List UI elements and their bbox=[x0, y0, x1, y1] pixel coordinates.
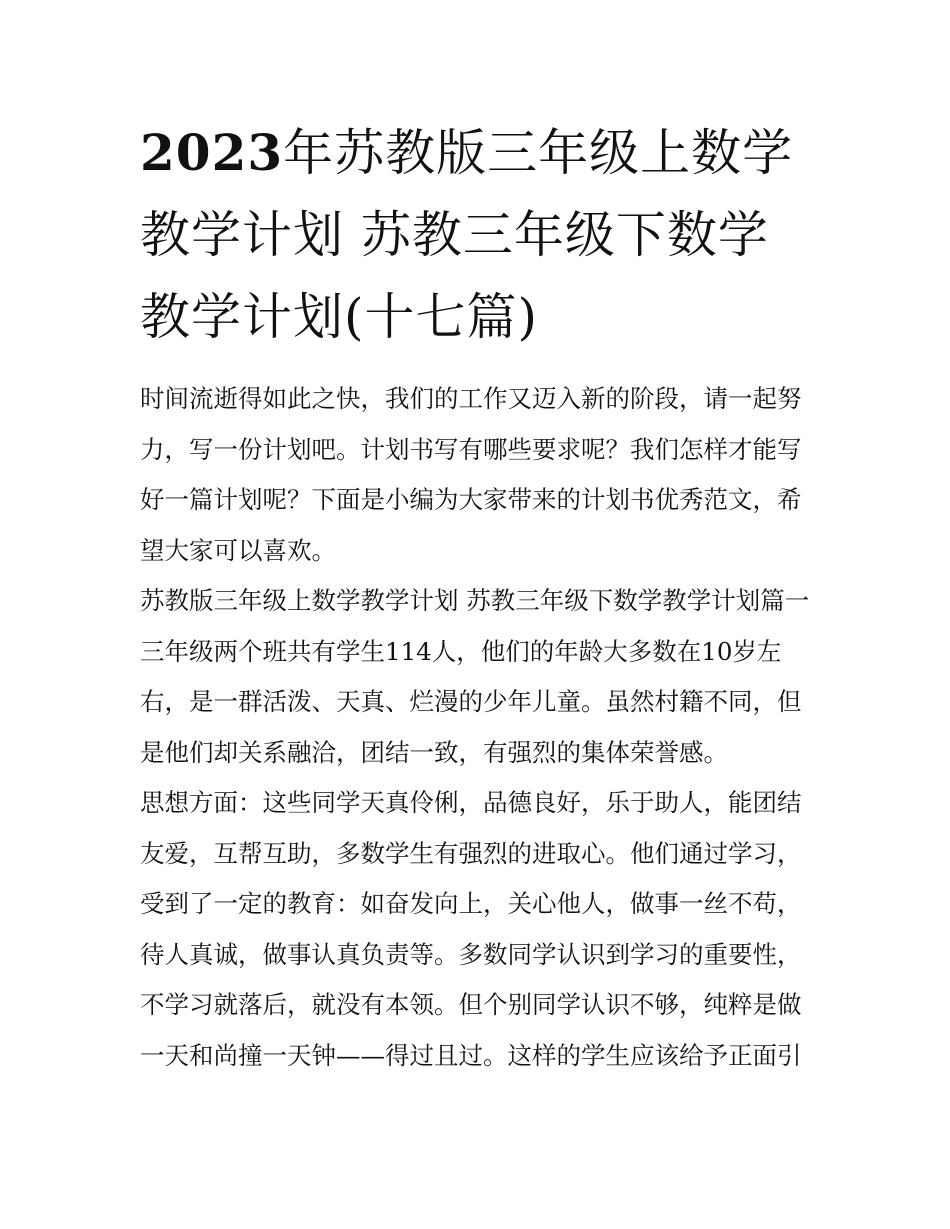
document-page bbox=[140, 112, 812, 1081]
ideology-paragraph: 思想方面：这些同学天真伶俐，品德良好，乐于助人，能团结友爱，互帮互助，多数学生有强烈的进取心。他们通过学习，受到了一定的教育：如奋发向上，关心他人，做事一丝不苟，待人真诚，做事认真负责等。多数同学认识到学习的重要性，不学习就落后，就没有本领。但个别同学认识不够，纯粹是做一天和尚撞一天钟——得过且过。这样的学生应该给予正面引 bbox=[140, 788, 802, 1070]
document-title bbox=[140, 112, 812, 358]
title-year: 2023 bbox=[140, 123, 284, 182]
class-overview-paragraph: 三年级两个班共有学生114人，他们的年龄大多数在10岁左右，是一群活泼、天真、烂漫的少年儿童。虽然村籍不同，但是他们却关系融洽，团结一致，有强烈的集体荣誉感。 bbox=[140, 636, 802, 767]
title-text: 年苏教版三年级上数学教学计划 苏教三年级下数学教学计划(十七篇) bbox=[140, 124, 794, 346]
intro-paragraph: 时间流逝得如此之快，我们的工作又迈入新的阶段，请一起努力，写一份计划吧。计划书写有哪些要求呢？我们怎样才能写好一篇计划呢？下面是小编为大家带来的计划书优秀范文，希望大家可以喜欢。 bbox=[140, 384, 802, 565]
document-body bbox=[140, 374, 812, 1081]
section-heading: 苏教版三年级上数学教学计划 苏教三年级下数学教学计划篇一 bbox=[140, 586, 810, 615]
